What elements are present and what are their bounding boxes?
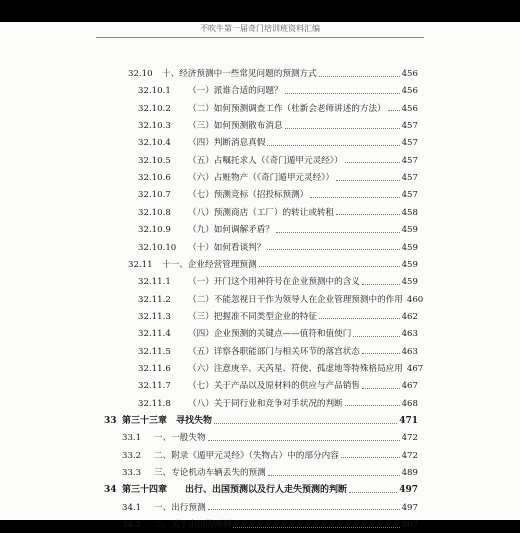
dot-leader bbox=[259, 266, 400, 267]
toc-entry[interactable] bbox=[122, 448, 418, 464]
toc-entry[interactable] bbox=[138, 118, 418, 134]
toc-entry-number: 32.11.2 bbox=[138, 294, 171, 305]
dot-leader bbox=[208, 509, 400, 510]
toc-entry-title: （七）预测竞标（招投标预测） bbox=[188, 190, 309, 201]
toc-entry-number: 32.10.9 bbox=[138, 225, 171, 236]
dot-leader bbox=[285, 128, 400, 129]
dot-leader bbox=[362, 388, 400, 389]
toc-entry-title: （一）开门这个用神符号在企业预测中的含义 bbox=[188, 277, 360, 288]
dot-leader bbox=[349, 492, 397, 493]
toc-entry-number: 33.3 bbox=[122, 468, 142, 479]
toc-entry-page: 456 bbox=[401, 103, 418, 114]
dot-leader bbox=[336, 180, 400, 181]
dot-leader bbox=[268, 475, 400, 476]
toc-entry-number: 34.1 bbox=[122, 502, 142, 513]
dot-leader bbox=[353, 336, 399, 337]
toc-entry-page: 458 bbox=[401, 207, 418, 218]
toc-entry-number: 32.11.6 bbox=[138, 363, 171, 374]
toc-entry-number: 32.10.8 bbox=[138, 207, 171, 218]
toc-entry[interactable] bbox=[138, 135, 418, 151]
dot-leader bbox=[276, 232, 400, 233]
toc-entry-page: 463 bbox=[401, 329, 418, 340]
dot-leader bbox=[208, 440, 400, 441]
dot-leader bbox=[285, 93, 400, 94]
toc-entry-title: （七）关于产品以及原材料的供应与产品销售 bbox=[188, 381, 360, 392]
toc-entry-number: 32.11.3 bbox=[138, 311, 171, 322]
toc-entry[interactable] bbox=[138, 101, 418, 117]
toc-entry-page: 457 bbox=[401, 138, 418, 149]
toc-entry-title: （三）把握准不同类型企业的特征 bbox=[188, 311, 317, 322]
dot-leader bbox=[319, 76, 400, 77]
toc-entry[interactable] bbox=[138, 326, 418, 342]
toc-entry[interactable] bbox=[138, 274, 418, 290]
toc-entry-number: 32.10.4 bbox=[138, 138, 171, 149]
toc-entry-title: （四）企业预测的关键点——值符和值使门 bbox=[188, 329, 352, 340]
toc-entry[interactable] bbox=[138, 344, 418, 360]
toc-entry-page: 467 bbox=[406, 363, 424, 374]
toc-entry-page: 457 bbox=[401, 173, 418, 184]
dot-leader bbox=[345, 162, 400, 163]
toc-entry-page: 462 bbox=[401, 311, 418, 322]
toc-entry[interactable] bbox=[138, 396, 418, 412]
toc-entry-page: 468 bbox=[401, 398, 418, 409]
toc-entry-number: 33 bbox=[104, 416, 117, 426]
toc-entry-title: 一、一般失物 bbox=[154, 433, 206, 444]
toc-entry-page: 457 bbox=[401, 121, 418, 132]
toc-entry[interactable] bbox=[122, 517, 418, 533]
dot-leader bbox=[214, 423, 397, 424]
dot-leader bbox=[233, 527, 399, 528]
toc-entry-number: 32.11.4 bbox=[138, 329, 171, 340]
toc-entry[interactable] bbox=[138, 205, 418, 221]
toc-entry-number: 32.11.7 bbox=[138, 381, 171, 392]
dot-leader bbox=[362, 353, 400, 354]
dot-leader bbox=[336, 214, 399, 215]
toc-entry-page: 457 bbox=[401, 155, 418, 166]
toc-entry-title: （三）如何预测散布消息 bbox=[188, 121, 283, 132]
toc-entry[interactable] bbox=[138, 309, 418, 325]
toc-entry-title: （九）如何调解矛盾？ bbox=[188, 225, 274, 236]
toc-entry-page: 472 bbox=[401, 433, 418, 444]
toc-entry-number: 32.11 bbox=[128, 259, 153, 270]
dot-leader bbox=[267, 145, 399, 146]
toc-entry-page: 497 bbox=[401, 502, 418, 513]
toc-entry[interactable] bbox=[104, 413, 418, 429]
toc-entry[interactable] bbox=[138, 187, 418, 203]
toc-entry-title: （六）占赃物产（《奇门遁甲元灵经》） bbox=[188, 173, 335, 184]
toc-entry-page: 456 bbox=[401, 86, 418, 97]
toc-entry-number: 32.10.5 bbox=[138, 155, 171, 166]
dot-leader bbox=[341, 457, 400, 458]
toc-entry-title: 第三十三章 寻找失物 bbox=[122, 416, 213, 426]
toc-entry[interactable] bbox=[104, 482, 418, 498]
toc-entry-page: 459 bbox=[401, 259, 418, 270]
running-header: 不吹牛第一届奇门培训班资料汇编 bbox=[200, 24, 320, 33]
toc-entry[interactable] bbox=[138, 240, 418, 256]
toc-entry-title: （二）不能忽视日干作为领导人在企业管理预测中的作用 bbox=[188, 294, 403, 305]
toc-entry-title: （八）预测商店（工厂）的转让或转租 bbox=[188, 207, 335, 218]
dot-leader bbox=[362, 284, 400, 285]
toc-entry-page: 507 bbox=[401, 520, 418, 531]
toc-entry-number: 32.11.5 bbox=[138, 346, 171, 357]
toc-entry-title: （十）如何看谈判？ bbox=[188, 242, 266, 253]
toc-entry-number: 32.11.8 bbox=[138, 398, 171, 409]
toc-entry[interactable] bbox=[138, 361, 424, 377]
toc-entry-title: 一、出行预测 bbox=[154, 502, 206, 513]
toc-entry[interactable] bbox=[138, 170, 418, 186]
toc-entry-page: 459 bbox=[401, 277, 418, 288]
toc-entry-number: 32.10.6 bbox=[138, 173, 171, 184]
toc-entry-number: 33.1 bbox=[122, 433, 142, 444]
toc-entry[interactable] bbox=[122, 500, 418, 516]
toc-entry[interactable] bbox=[138, 222, 418, 238]
toc-entry-title: （二）如何预测调查工作（杜新会老师讲述的方法） bbox=[188, 103, 386, 114]
toc-entry-title: （一）派谁合适的问题？ bbox=[188, 86, 283, 97]
toc-entry-page: 472 bbox=[401, 450, 418, 461]
toc-entry[interactable] bbox=[138, 153, 418, 169]
toc-entry-title: （八）关于同行业和竞争对手状况的判断 bbox=[188, 398, 343, 409]
toc-entry-page: 456 bbox=[401, 69, 418, 79]
toc-entry[interactable] bbox=[138, 83, 418, 99]
toc-entry-page: 457 bbox=[401, 190, 418, 201]
toc-entry-title: 二、关于出国的预测 bbox=[154, 520, 232, 531]
toc-entry-number: 32.10 bbox=[128, 69, 153, 79]
toc-entry-title: （六）注意庚辛、天芮星、符使、孤虚地等特殊格局应用 bbox=[188, 363, 403, 374]
toc-entry[interactable] bbox=[128, 257, 418, 273]
toc-entry-number: 32.10.10 bbox=[138, 242, 177, 253]
toc-entry-title: 三、专论机动车辆丢失的预测 bbox=[154, 468, 266, 479]
toc-entry[interactable] bbox=[128, 66, 418, 82]
toc-entry-page: 467 bbox=[401, 381, 418, 392]
toc-entry-page: 489 bbox=[401, 468, 418, 479]
dot-leader bbox=[345, 405, 400, 406]
toc-entry-number: 33.2 bbox=[122, 450, 142, 461]
toc-entry-number: 32.10.2 bbox=[138, 103, 171, 114]
toc-entry-number: 32.10.3 bbox=[138, 121, 171, 132]
dot-leader bbox=[310, 197, 399, 198]
toc-entry-title: （五）占嘱托求人（《奇门遁甲元灵经》） bbox=[188, 155, 343, 166]
toc-entry-page: 463 bbox=[401, 346, 418, 357]
toc-entry-number: 32.11.1 bbox=[138, 277, 171, 288]
toc-entry-number: 34.2 bbox=[122, 520, 142, 531]
toc-entry-number: 32.10.1 bbox=[138, 86, 171, 97]
dot-leader bbox=[319, 318, 400, 319]
toc-entry-title: 十、经济预测中一些常见问题的预测方式 bbox=[162, 69, 317, 79]
toc-entry-title: 第三十四章 出行、出国预测以及行人走失预测的判断 bbox=[122, 485, 348, 496]
toc-entry-page: 459 bbox=[401, 225, 418, 236]
toc-entry-page: 497 bbox=[399, 485, 418, 496]
toc-entry-number: 34 bbox=[104, 485, 117, 496]
toc-entry-page: 471 bbox=[399, 416, 418, 426]
toc-entry-title: （四）判断消息真假 bbox=[188, 138, 266, 149]
toc-entry[interactable] bbox=[122, 465, 418, 481]
toc-entry-title: 二、附录《遁甲元灵经》（失物占）中的部分内容 bbox=[154, 450, 339, 461]
dot-leader bbox=[267, 249, 399, 250]
toc-entry-title: （五）详察各职能部门与相关环节的落宫状态 bbox=[188, 346, 360, 357]
toc-entry-title: 十一、企业经营管理预测 bbox=[162, 259, 257, 270]
toc-entry-page: 459 bbox=[401, 242, 418, 253]
toc-entry[interactable] bbox=[138, 292, 424, 308]
dot-leader bbox=[388, 110, 400, 111]
toc-entry-number: 32.10.7 bbox=[138, 190, 171, 201]
toc-entry-page: 460 bbox=[406, 294, 424, 305]
toc-entry[interactable] bbox=[122, 430, 418, 446]
toc-entry[interactable] bbox=[138, 378, 418, 394]
